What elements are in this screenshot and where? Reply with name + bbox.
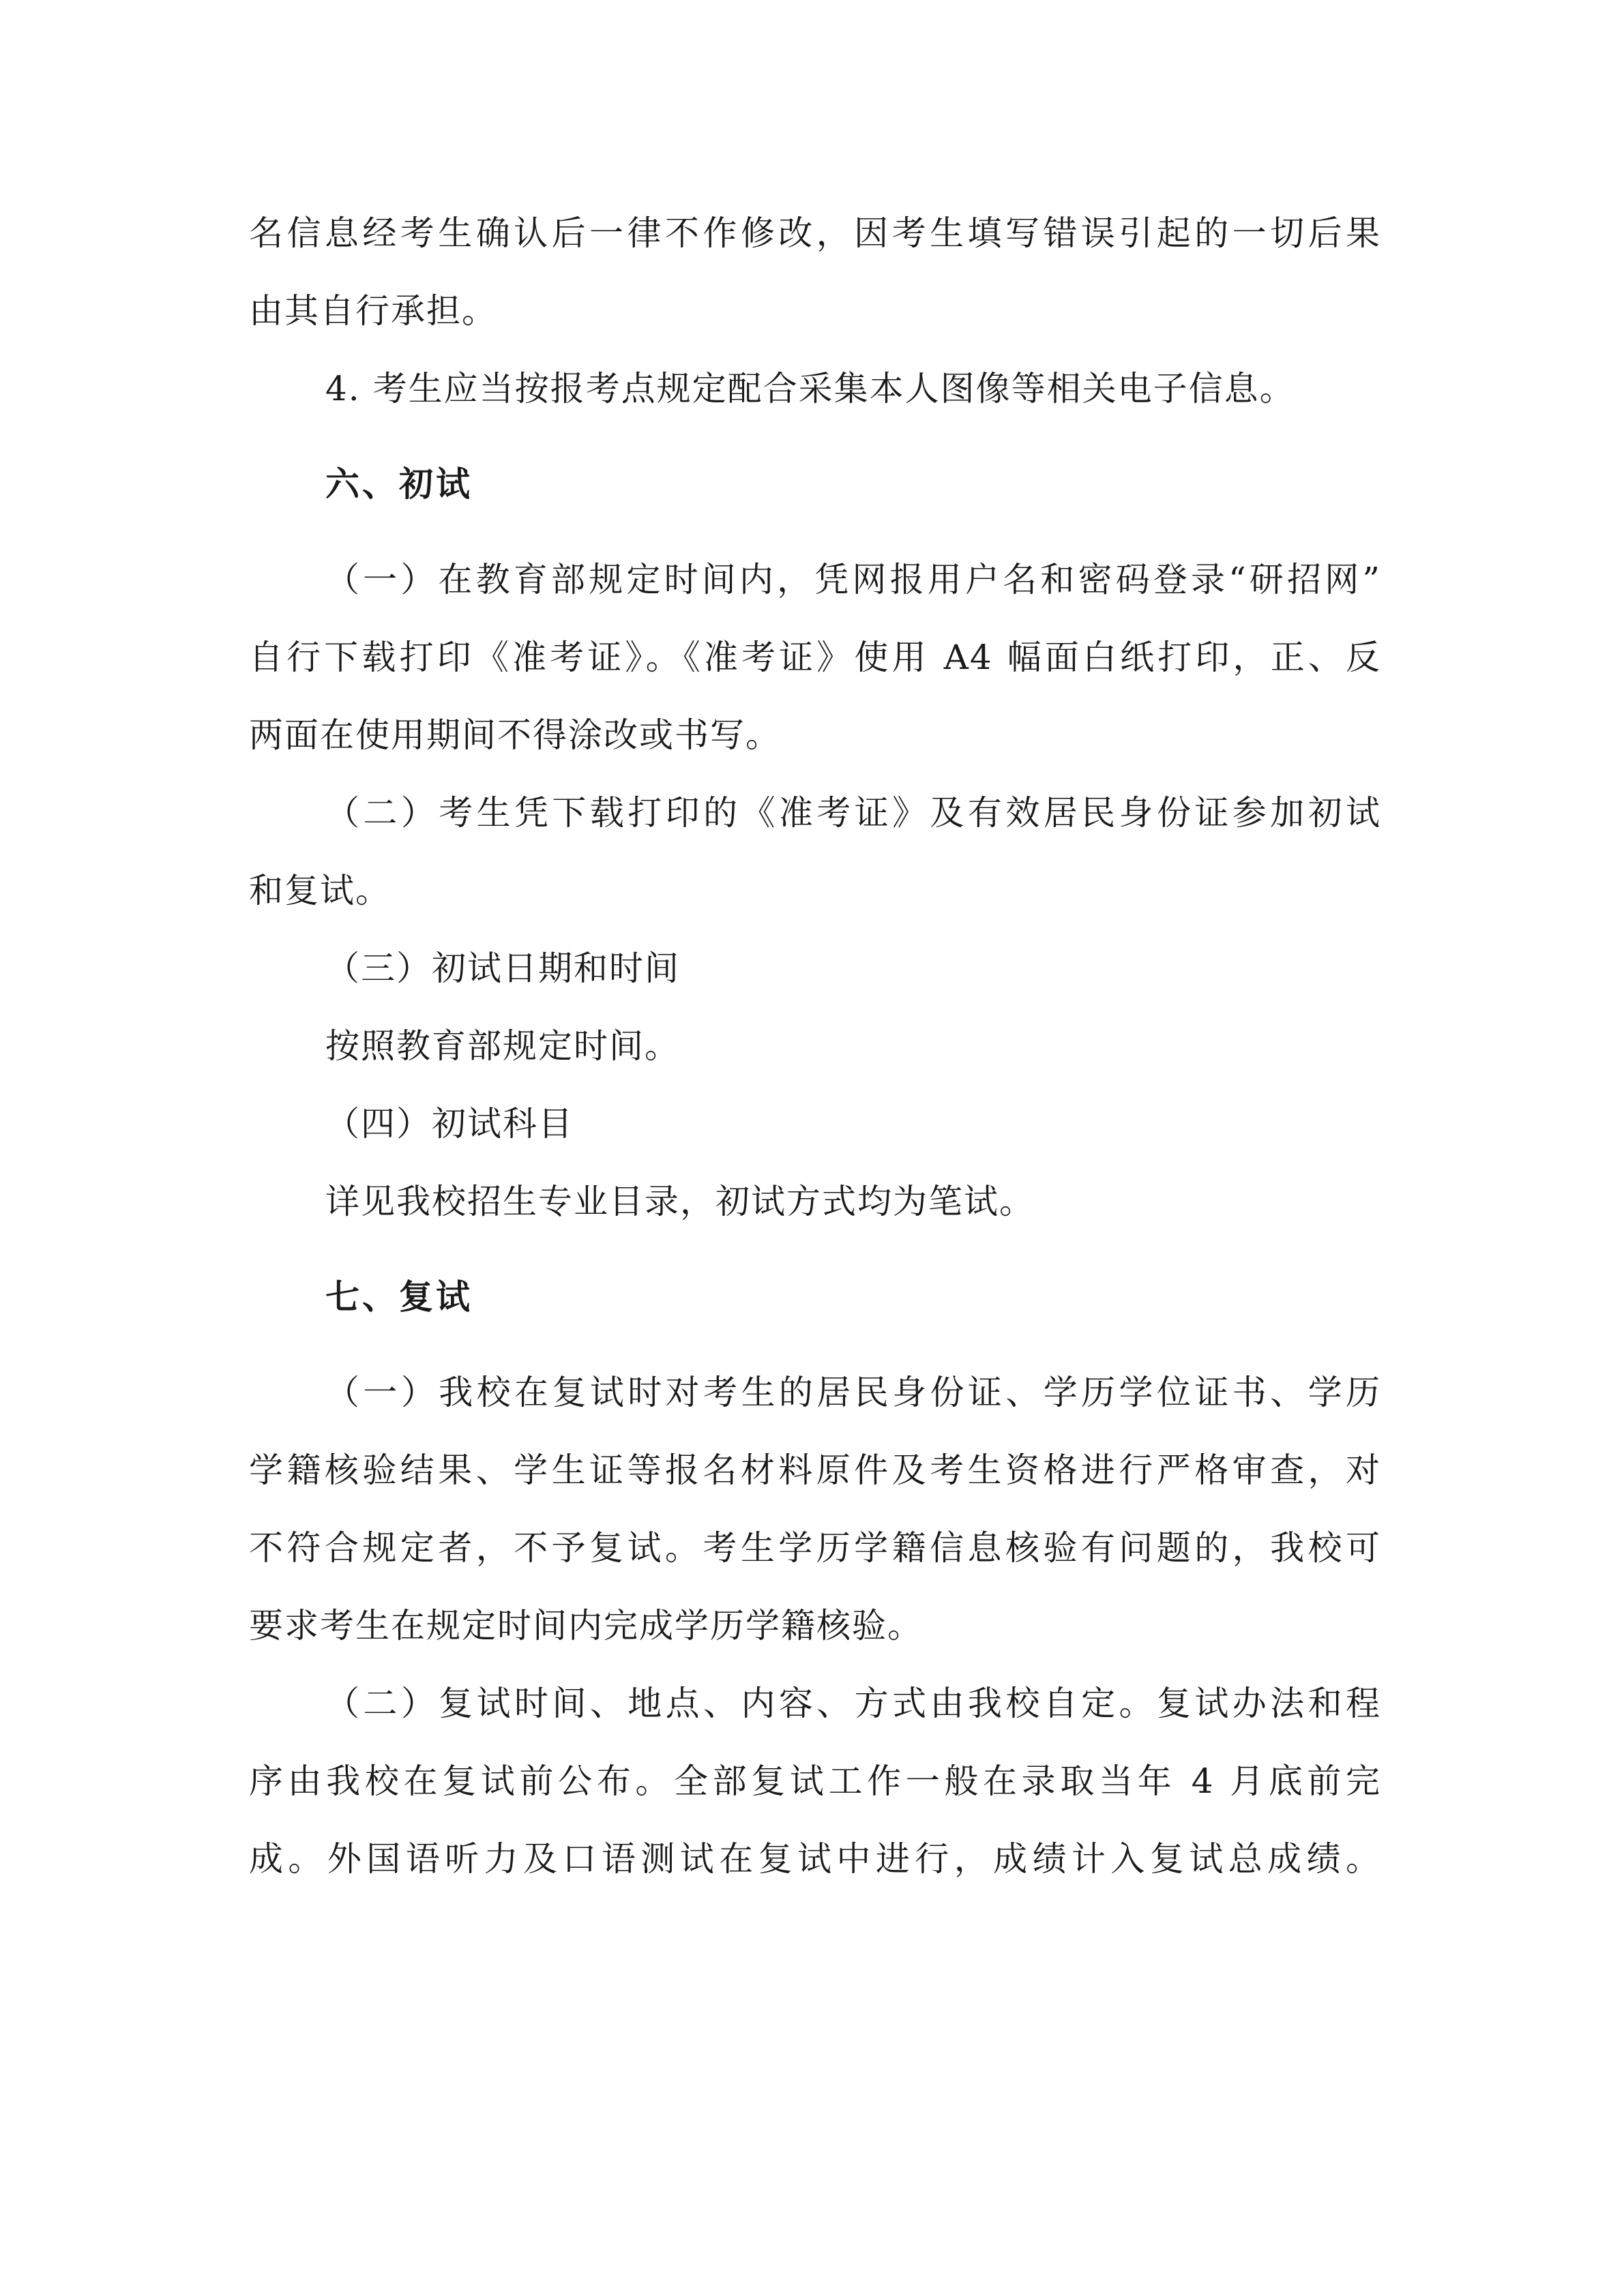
paragraph-line: 成。外国语听力及口语测试在复试中进行，成绩计入复试总成绩。 (249, 1839, 1381, 1879)
paragraph-line: （二）考生凭下载打印的《准考证》及有效居民身份证参加初试 (325, 793, 1381, 833)
section-heading-retest: 七、复试 (325, 1277, 473, 1317)
paragraph-line: （二）复试时间、地点、内容、方式由我校自定。复试办法和程 (325, 1684, 1381, 1723)
paragraph-line: 两面在使用期间不得涂改或书写。 (249, 715, 781, 755)
document-page (249, 205, 1381, 1888)
subsection-title: （四）初试科目 (325, 1104, 574, 1144)
paragraph-line: 学籍核验结果、学生证等报名材料原件及考生资格进行严格审查，对 (249, 1450, 1381, 1490)
subsection-title: （三）初试日期和时间 (325, 949, 680, 988)
paragraph-line: 要求考生在规定时间内完成学历学籍核验。 (249, 1606, 923, 1645)
paragraph-line: （一）在教育部规定时间内，凭网报用户名和密码登录“研招网” (325, 560, 1381, 599)
section-heading-initial-exam: 六、初试 (325, 464, 473, 504)
paragraph-line: 自行下载打印《准考证》。《准考证》使用 A4 幅面白纸打印，正、反 (249, 638, 1381, 677)
paragraph-line: 序由我校在复试前公布。全部复试工作一般在录取当年 4 月底前完 (249, 1761, 1381, 1801)
paragraph-line: 不符合规定者，不予复试。考生学历学籍信息核验有问题的，我校可 (249, 1528, 1381, 1568)
paragraph-line: 和复试。 (249, 871, 391, 910)
paragraph-line: 按照教育部规定时间。 (325, 1026, 680, 1066)
paragraph-line: 详见我校招生专业目录，初试方式均为笔试。 (325, 1182, 1035, 1221)
paragraph-line: 名信息经考生确认后一律不作修改，因考生填写错误引起的一切后果 (249, 213, 1381, 253)
paragraph-line: （一）我校在复试时对考生的居民身份证、学历学位证书、学历 (325, 1373, 1381, 1412)
list-item-4: 4. 考生应当按报考点规定配合采集本人图像等相关电子信息。 (325, 369, 1295, 408)
paragraph-line: 由其自行承担。 (249, 291, 497, 331)
